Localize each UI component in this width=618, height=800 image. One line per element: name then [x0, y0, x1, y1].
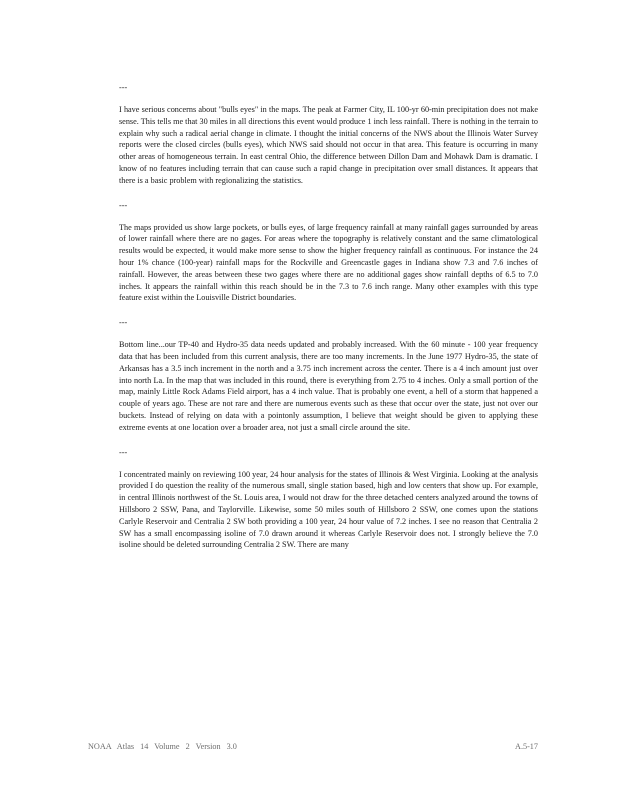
page-number: A.5-17	[515, 742, 538, 751]
section-separator: ---	[119, 200, 128, 210]
document-body	[119, 82, 538, 551]
comment-paragraph: Bottom line...our TP-40 and Hydro-35 data needs updated and probably increased. With the 60 minute - 100 year frequency data that has been included from this current analysis, there are too many increments. In the June 1977 Hydro-35, the state of Arkansas has a 3.5 inch increment in the north and a 3.75 inch increment across the center. There is a 4 inch amount just over into north La. In the map that was included in this round, there is everything from 2.75 to 4 inches. Only a small portion of the map, mainly Little Rock Adams Field airport, has a 4 inch value. That is probably one event, a hell of a storm that happened a couple of years ago. These are not rare and there are numerous events such as these that occur over the state, just not over our buckets. Instead of relying on data with a pointonly assumption, I believe that weight should be given to applying these extreme events at one location over a broader area, not just a small circle around the site.	[119, 340, 538, 432]
comment-paragraph: I have serious concerns about "bulls eyes" in the maps. The peak at Farmer City, IL 100-yr 60-min precipitation does not make sense. This tells me that 30 miles in all directions this event would produce 1 inch less rainfall. There is nothing in the terrain to explain why such a radical aerial change in climate. I thought the initial concerns of the NWS about the Illinois Water Survey reports were the closed circles (bulls eyes), which NWS said should not occur in that area. This feature is occurring in many other areas of homogeneous terrain. In east central Ohio, the difference between Dillon Dam and Mohawk Dam is dramatic. I know of no features including terrain that can cause such a rapid change in precipitation over small distances. It appears that there is a basic problem with regionalizing the statistics.	[119, 105, 538, 185]
section-separator: ---	[119, 447, 128, 457]
comment-paragraph: The maps provided us show large pockets, or bulls eyes, of large frequency rainfall at many rainfall gages surrounded by areas of lower rainfall where there are no gages. For areas where the topography is relatively constant and the same climatological results would be expected, it would make more sense to show the higher frequency rainfall as continuous. For instance the 24 hour 1% chance (100-year) rainfall maps for the Rockville and Greencastle gages in Indiana show 7.3 and 7.6 inches of rainfall. However, the areas between these two gages where there are no additional gages show rainfall depths of 6.5 to 7.0 inches. It appears the rainfall within this reach should be in the 7.3 to 7.6 inch range. Many other examples with this type feature exist within the Louisville District boundaries.	[119, 222, 538, 303]
comment-paragraph: I concentrated mainly on reviewing 100 year, 24 hour analysis for the states of Illinois & West Virginia. Looking at the analysis provided I do question the reality of the numerous small, single station based, high and low centers that show up. For example, in central Illinois northwest of the St. Louis area, I would not draw for the three detached centers analyzed around the towns of Hillsboro 2 SSW, Pana, and Taylorville. Likewise, some 50 miles south of Hillsboro 2 SSW, one comes upon the stations Carlyle Reservoir and Centralia 2 SW both providing a 100 year, 24 hour value of 7.2 inches. I see no reason that Centralia 2 SW has a small encompassing isoline of 7.0 drawn around it whereas Carlyle Reservoir does not. I strongly believe the 7.0 isoline should be deleted surrounding Centralia 2 SW. There are many	[119, 469, 538, 550]
footer-publication: NOAA Atlas 14 Volume 2 Version 3.0	[88, 742, 237, 751]
section-separator: ---	[119, 83, 128, 92]
section-separator: ---	[119, 318, 128, 328]
